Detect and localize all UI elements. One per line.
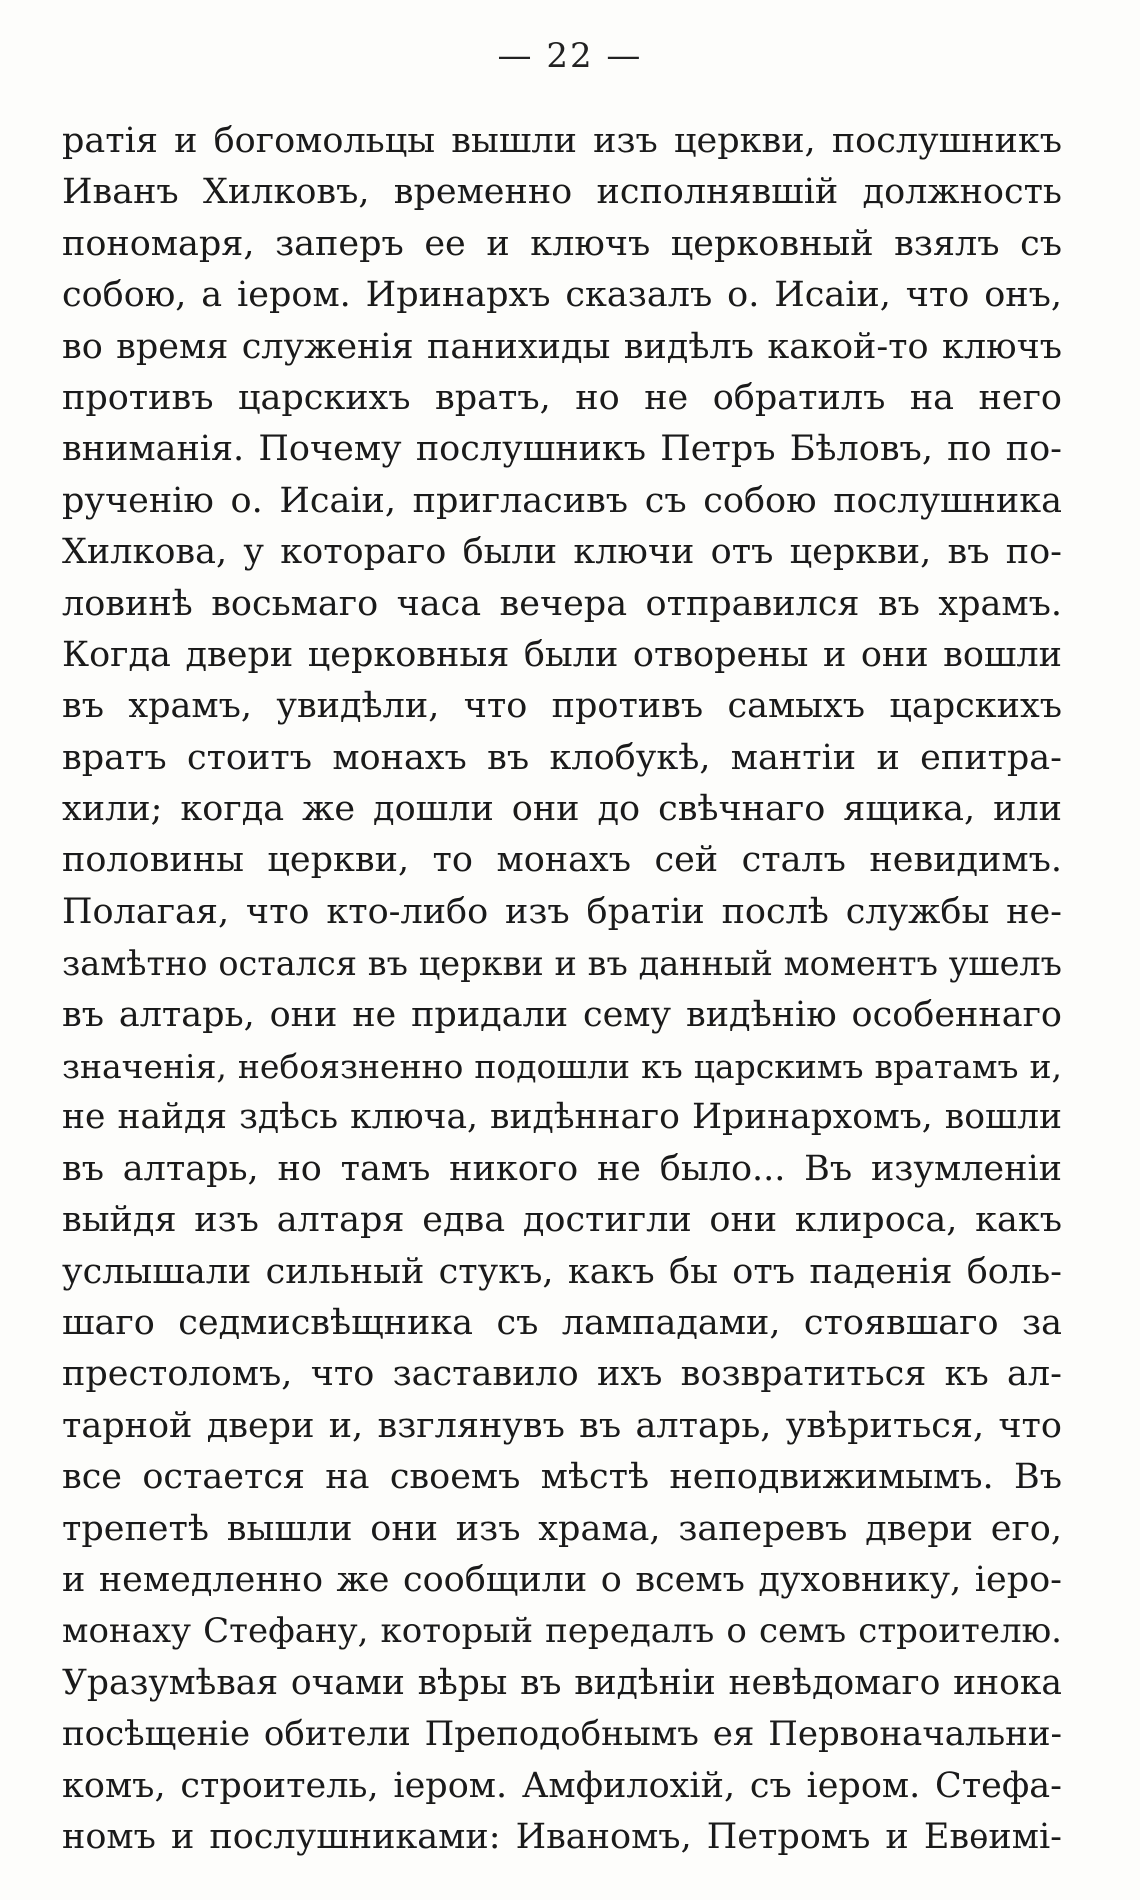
text-line: ловинѣ восьмаго часа вечера отправился въ храмъ. xyxy=(62,583,1062,624)
text-line: выйдя изъ алтаря едва достигли они клироса, какъ xyxy=(62,1200,1062,1241)
page-number: — 22 — xyxy=(497,36,643,76)
text-line: престоломъ, что заставило ихъ возвратиться къ ал- xyxy=(62,1354,1062,1395)
text-line: Когда двери церковныя были отворены и они вошли xyxy=(62,634,1062,675)
text-line: вратъ стоитъ монахъ въ клобукѣ, мантіи и епитра- xyxy=(62,737,1062,778)
text-line: половины церкви, то монахъ сей сталъ невидимъ. xyxy=(62,840,1062,881)
text-line: тарной двери и, взглянувъ въ алтарь, увѣриться, что xyxy=(62,1405,1062,1446)
text-line: въ храмъ, увидѣли, что противъ самыхъ царскихъ xyxy=(62,686,1062,727)
text-line: Иванъ Хилковъ, временно исполнявшій должность xyxy=(62,172,1062,213)
text-line: въ алтарь, но тамъ никого не было... Въ изумленіи xyxy=(62,1148,1062,1189)
text-line: услышали сильный стукъ, какъ бы отъ паденія боль- xyxy=(62,1251,1062,1292)
text-line: рученію о. Исаіи, пригласивъ съ собою послушника xyxy=(62,480,1062,521)
text-line: шаго седмисвѣщника съ лампадами, стоявшаго за xyxy=(62,1302,1062,1343)
text-line: монаху Стефану, который передалъ о семъ строителю. xyxy=(62,1611,1062,1652)
text-line: комъ, строитель, іером. Амфилохій, съ іером. Стефа- xyxy=(62,1765,1062,1806)
text-line: номъ и послушниками: Иваномъ, Петромъ и Евѳимі- xyxy=(62,1816,1062,1857)
text-line: вниманія. Почему послушникъ Петръ Бѣловъ, по по- xyxy=(62,429,1062,470)
text-line: все остается на своемъ мѣстѣ неподвижимымъ. Въ xyxy=(62,1457,1062,1498)
text-line: не найдя здѣсь ключа, видѣннаго Иринархомъ, вошли xyxy=(62,1097,1062,1138)
text-body xyxy=(62,116,1062,1863)
text-line: трепетѣ вышли они изъ храма, заперевъ двери его, xyxy=(62,1508,1062,1549)
text-line: собою, а іером. Иринархъ сказалъ о. Исаіи, что онъ, xyxy=(62,275,1062,316)
text-line: во время служенія панихиды видѣлъ какой-то ключъ xyxy=(62,326,1062,367)
text-line: и немедленно же сообщили о всемъ духовнику, іеро- xyxy=(62,1559,1062,1600)
text-line: въ алтарь, они не придали сему видѣнію особеннаго xyxy=(62,994,1062,1035)
text-line: посѣщеніе обители Преподобнымъ ея Первоначальни- xyxy=(62,1714,1062,1755)
text-line: ратія и богомольцы вышли изъ церкви, послушникъ xyxy=(62,121,1062,161)
text-line: Полагая, что кто-либо изъ братіи послѣ службы не- xyxy=(62,891,1062,932)
text-line: хили; когда же дошли они до свѣчнаго ящика, или xyxy=(62,789,1062,830)
text-line: Хилкова, у котораго были ключи отъ церкви, въ по- xyxy=(62,532,1062,573)
text-line: замѣтно остался въ церкви и въ данный моментъ ушелъ xyxy=(62,944,1062,984)
text-line: противъ царскихъ вратъ, но не обратилъ на него xyxy=(62,377,1062,418)
text-line: пономаря, заперъ ее и ключъ церковный взялъ съ xyxy=(62,223,1062,264)
text-line: Уразумѣвая очами вѣры въ видѣніи невѣдомаго инока xyxy=(62,1662,1062,1703)
text-line: значенія, небоязненно подошли къ царскимъ вратамъ и, xyxy=(62,1047,1062,1087)
